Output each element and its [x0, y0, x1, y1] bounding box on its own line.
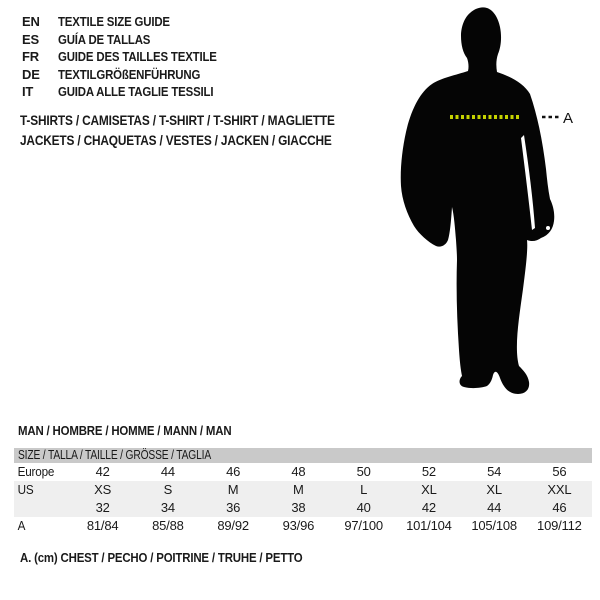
language-code: DE	[22, 66, 40, 82]
table-cell: 93/96	[282, 518, 315, 533]
table-cell: XS	[94, 482, 112, 497]
table-cell: 85/88	[152, 518, 184, 533]
table-cell: XL	[486, 482, 502, 497]
language-guide-list	[22, 13, 238, 101]
table-cell: 38	[291, 500, 306, 515]
language-row	[22, 83, 238, 101]
table-cell: 54	[487, 464, 502, 479]
table-cell: L	[360, 482, 368, 497]
table-cell: 42	[95, 464, 110, 479]
language-code: IT	[22, 84, 34, 100]
language-row	[22, 48, 238, 66]
category-line: JACKETS / CHAQUETAS / VESTES / JACKEN / GIACCHE	[20, 133, 332, 148]
row-label: US	[17, 482, 34, 497]
table-cell: XXL	[547, 482, 572, 497]
section-title-man: MAN / HOMBRE / HOMME / MANN / MAN	[18, 423, 232, 438]
table-cell: 44	[160, 464, 175, 479]
table-cell: 105/108	[471, 518, 517, 533]
table-cell: 46	[226, 464, 241, 479]
table-row	[14, 517, 592, 535]
language-guide-title: TEXTILE SIZE GUIDE	[58, 14, 170, 29]
table-cell: 56	[552, 464, 567, 479]
table-cell: M	[227, 482, 239, 497]
size-table-header	[14, 448, 592, 463]
language-row	[22, 66, 238, 84]
table-row	[14, 463, 592, 481]
language-code: EN	[22, 14, 40, 29]
table-row	[14, 499, 592, 517]
table-cell: 46	[552, 500, 567, 515]
table-cell: 52	[421, 464, 436, 479]
table-cell: 89/92	[217, 518, 249, 533]
row-label: A	[17, 518, 26, 533]
table-cell: S	[163, 482, 173, 497]
measurement-footnote: A. (cm) CHEST / PECHO / POITRINE / TRUHE / PETTO	[20, 550, 303, 565]
table-cell: 97/100	[344, 518, 383, 533]
language-code: ES	[22, 31, 39, 47]
category-line: T-SHIRTS / CAMISETAS / T-SHIRT / T-SHIRT / MAGLIETTE	[20, 113, 335, 128]
language-guide-title: GUIDE DES TAILLES TEXTILE	[58, 49, 217, 65]
size-table	[14, 448, 592, 535]
table-cell: 48	[291, 464, 306, 479]
table-cell: 40	[356, 500, 371, 515]
table-cell: 32	[95, 500, 110, 515]
row-label	[14, 499, 64, 517]
language-row	[22, 13, 238, 31]
table-cell: 81/84	[86, 518, 119, 533]
category-titles	[20, 111, 378, 151]
table-cell: 44	[487, 500, 502, 515]
thumb-notch	[546, 226, 550, 230]
man-silhouette-figure	[390, 0, 590, 400]
size-table-header-label: SIZE / TALLA / TAILLE / GRÖSSE / TAGLIA	[18, 448, 211, 462]
table-cell: M	[293, 482, 304, 497]
table-cell: 109/112	[537, 518, 582, 533]
language-guide-title: TEXTILGRÖßENFÜHRUNG	[58, 66, 201, 82]
language-code: FR	[22, 49, 39, 65]
table-cell: 34	[160, 500, 175, 515]
language-guide-title: GUÍA DE TALLAS	[58, 31, 151, 47]
language-guide-title: GUIDA ALLE TAGLIE TESSILI	[58, 84, 214, 100]
table-cell: 42	[421, 500, 436, 515]
table-cell: 101/104	[406, 518, 452, 533]
table-cell: XL	[421, 482, 437, 497]
table-row	[14, 481, 592, 499]
table-cell: 50	[356, 464, 371, 479]
row-label: Europe	[17, 464, 55, 479]
measure-label-a: A	[563, 110, 573, 127]
table-cell: 36	[226, 500, 241, 515]
language-row	[22, 31, 238, 49]
